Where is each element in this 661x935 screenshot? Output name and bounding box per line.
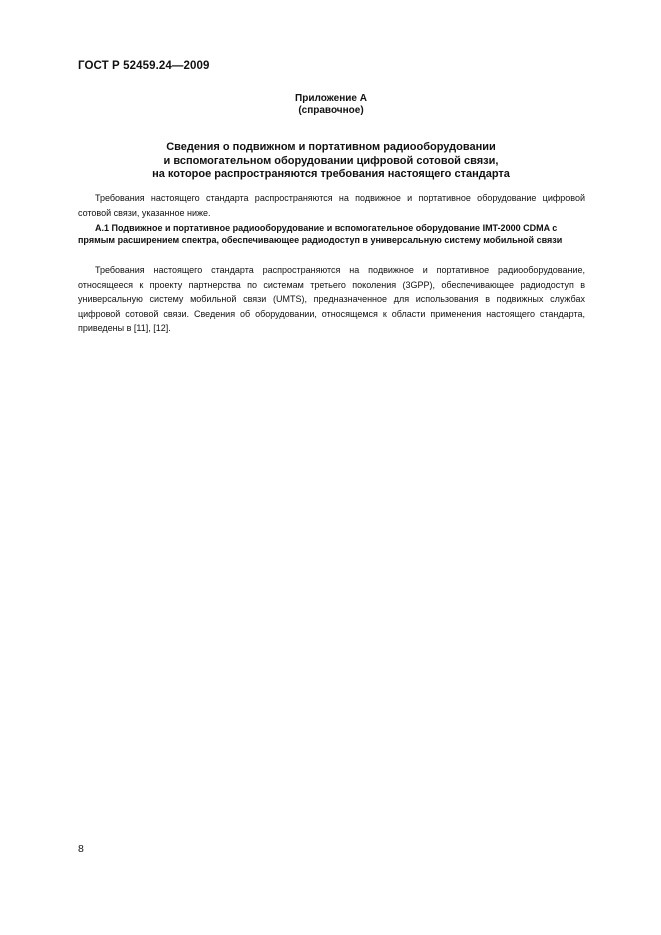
intro-paragraph: Требования настоящего стандарта распространяются на подвижное и портативное оборудование цифровой сотовой связи, указанное ниже. [78,193,585,218]
section-heading-a1: А.1 Подвижное и портативное радиооборудование и вспомогательное оборудование IMT-2000 CDMA с прямым расширением спектра, обеспечивающее радиодоступ в универсальную систему мобильной связи [78,223,563,245]
annex-title-line-1: Сведения о подвижном и портативном радиооборудовании [166,141,496,153]
standard-code-header: ГОСТ Р 52459.24—2009 [78,60,210,72]
page-number: 8 [78,843,84,855]
annex-label-block [78,93,584,117]
annex-label: Приложение А [295,93,367,104]
section-paragraph-a1: Требования настоящего стандарта распространяются на подвижное и портативное радиооборудование, относящееся к проекту партнерства по системам третьего поколения (3GPP), обеспечивающее радиодоступ в универсальную систему мобильной связи (UMTS), предназначенное для использования в подвижных службах цифровой сотовой связи. Сведения об оборудовании, относящемся к области применения настоящего стандарта, приведены в [11], [12]. [78,265,585,333]
annex-type: (справочное) [298,105,364,116]
annex-title-line-2: и вспомогательном оборудовании цифровой сотовой связи, [163,154,499,167]
annex-title [78,141,584,182]
annex-title-line-3: на которое распространяются требования настоящего стандарта [152,168,510,180]
